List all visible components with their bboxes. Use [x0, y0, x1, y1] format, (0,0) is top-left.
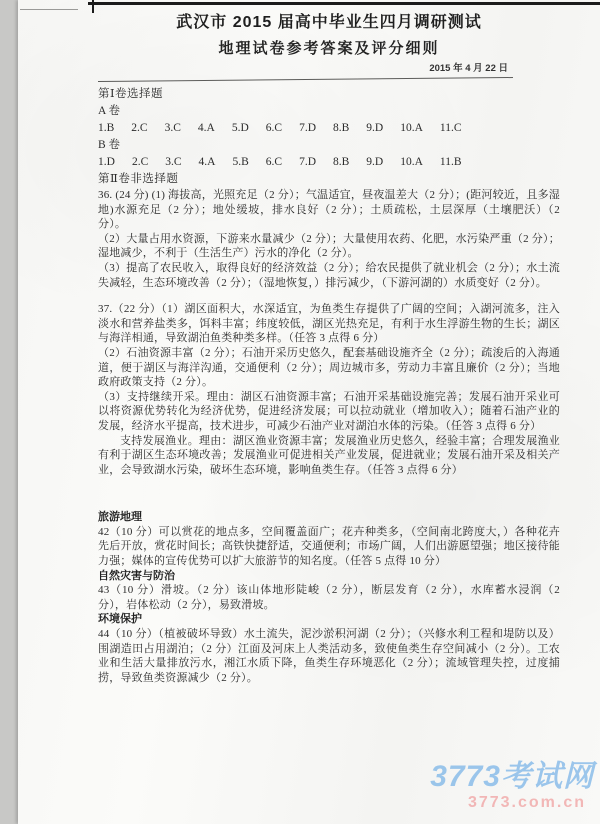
answer-item: 5.B: [232, 156, 249, 168]
elective-block: [98, 569, 560, 613]
elective-heading: 旅游地理: [98, 511, 142, 524]
elective-block: [98, 612, 560, 685]
answer-item: 3.C: [164, 122, 181, 134]
answer-paragraph: （3）提高了农民收入，取得良好的经济效益（2 分）；给农民提供了就业机会（2 分）；水土流失减轻，生态环境改善（2 分）；（湿地恢复，）排污减少，（下游河湖的）水质变好（2 分）。: [98, 261, 560, 289]
document-body: [18, 82, 600, 685]
scan-artifact-tick: [92, 0, 94, 13]
elective-answer-paragraph: 43（10 分）滑坡。（2 分）该山体地形陡峻（2 分），断层发育（2 分），水库蓄水浸润（2 分），岩体松动（2 分），易致滑坡。: [98, 584, 560, 611]
answer-item: 7.D: [299, 122, 316, 134]
answer-paragraph: （3）支持继续开采。理由：湖区石油资源丰富；石油开采基础设施完善；发展石油开采业可以将资源优势转化为经济优势，促进经济发展；可以拉动就业（增加收入）；随着石油产业的发展，经济水平提高，技术进步，可减少石油产业对湖泊水体的污染。（任答 3 点得 6 分）: [98, 390, 560, 432]
answer-item: 7.D: [299, 156, 316, 168]
question-37-answer: [98, 302, 560, 477]
answer-item: 11.B: [439, 156, 462, 168]
scan-artifact-left-segment: [20, 9, 78, 10]
page-title: 武汉市 2015 届高中毕业生四月调研测试: [176, 14, 482, 31]
header-divider: [98, 77, 513, 82]
paper-b-label: B 卷: [98, 139, 121, 151]
answer-item: 2.C: [131, 156, 149, 168]
exam-date: 2015 年 4 月 22 日: [429, 63, 508, 74]
section-2-heading: 第Ⅱ卷非选择题: [98, 173, 179, 185]
elective-heading: 自然灾害与防治: [98, 569, 175, 582]
elective-sections: [98, 510, 560, 685]
answer-item: 4.A: [197, 122, 215, 134]
question-36-answer: [98, 188, 560, 290]
paper-b-answer-row: [98, 154, 560, 171]
answer-item: 5.D: [231, 122, 249, 134]
answer-item: 1.D: [98, 156, 115, 168]
answer-item: 11.C: [439, 122, 462, 134]
elective-answer-paragraph: 42（10 分）可以赏花的地点多，空间覆盖面广；花卉种类多，（空间南北跨度大，）各种花卉先后开放，赏花时间长；高铁快捷舒适，交通便利；市场广阔，人们出游愿望强；地区接待能力强；媒体的宣传优势可以扩大旅游节的知名度。（任答 5 点得 10 分）: [98, 525, 560, 568]
answer-item: 9.D: [366, 156, 384, 168]
answer-sheet-paper: [18, 0, 600, 824]
answer-item: 8.B: [333, 156, 350, 168]
answer-item: 10.A: [400, 122, 423, 134]
answer-item: 6.C: [265, 122, 283, 134]
paper-a-label: A 卷: [98, 105, 121, 117]
document-header: [18, 0, 600, 82]
page-subtitle: 地理试卷参考答案及评分细则: [218, 40, 440, 57]
answer-item: 10.A: [400, 156, 423, 168]
answer-item: 9.D: [366, 122, 384, 134]
watermark-site-url: 3773.com.cn: [467, 794, 586, 811]
watermark-site-name: 3773考试网: [430, 760, 594, 793]
section-1-heading: 第Ⅰ卷选择题: [98, 88, 164, 100]
answer-paragraph: 支持发展渔业。理由：湖区渔业资源丰富；发展渔业历史悠久，经验丰富；合理发展渔业有利于湖区生态环境改善；发展渔业可促进相关产业发展，促进就业；发展石油开采及相关产业，会导致湖水污染，破坏生态环境，影响鱼类生存。（任答 3 点得 6 分）: [98, 434, 560, 476]
answer-item: 6.C: [265, 156, 283, 168]
watermark: [430, 761, 594, 812]
answer-item: 2.C: [131, 122, 148, 134]
scan-artifact-top-line: [88, 2, 600, 5]
answer-item: 1.B: [98, 122, 115, 134]
answer-paragraph: 36. (24 分) (1) 海拔高，光照充足（2 分）；气温适宜，昼夜温差大（2 分）；(距河较近，且多湿地)水源充足（2 分）；地处缓坡，排水良好（2 分）；土质疏松，土层深厚（土壤肥沃）（2 分）。: [98, 189, 560, 231]
answer-paragraph: （2）大量占用水资源，下游来水量减少（2 分）；大量使用农药、化肥，水污染严重（2 分）；湿地减少，不利于（生活生产）污水的净化（2 分）。: [98, 232, 560, 260]
elective-answer-paragraph: 44（10 分）（植被破坏导致）水土流失，泥沙淤积河湖（2 分）；（兴修水利工程和堤防以及）围湖造田占用湖泊；（2 分）江面及河床上人类活动多，致使鱼类生存空间减小（2 分）。工农业和生活大量排放污水，湘江水质下降，鱼类生存环境恶化（2 分）；流域管理失控，过度捕捞，导致鱼类资源减少（2 分）。: [98, 628, 560, 684]
answer-item: 4.A: [198, 156, 216, 168]
answer-item: 8.B: [333, 122, 350, 134]
elective-heading: 环境保护: [98, 613, 142, 626]
elective-block: [98, 510, 560, 568]
answer-paragraph: 37.（22 分）（1）湖区面积大，水深适宜，为鱼类生存提供了广阔的空间；入湖河流多，注入淡水和营养盐类多，饵料丰富；纬度较低，湖区光热充足，有利于水生浮游生物的生长；湖区与海洋相通，导致湖泊鱼类种类多样。（任答 3 点得 6 分）: [98, 303, 560, 345]
answer-item: 3.C: [165, 156, 182, 168]
paper-a-answer-row: [98, 120, 560, 137]
answer-paragraph: （2）石油资源丰富（2 分）；石油开采历史悠久，配套基础设施齐全（2 分）；疏浚后的入海通道，便于湖区与海洋沟通，交通便利（2 分）；周边城市多，劳动力丰富且廉价（2 分）；当地政府政策支持（2 分）。: [98, 346, 560, 389]
